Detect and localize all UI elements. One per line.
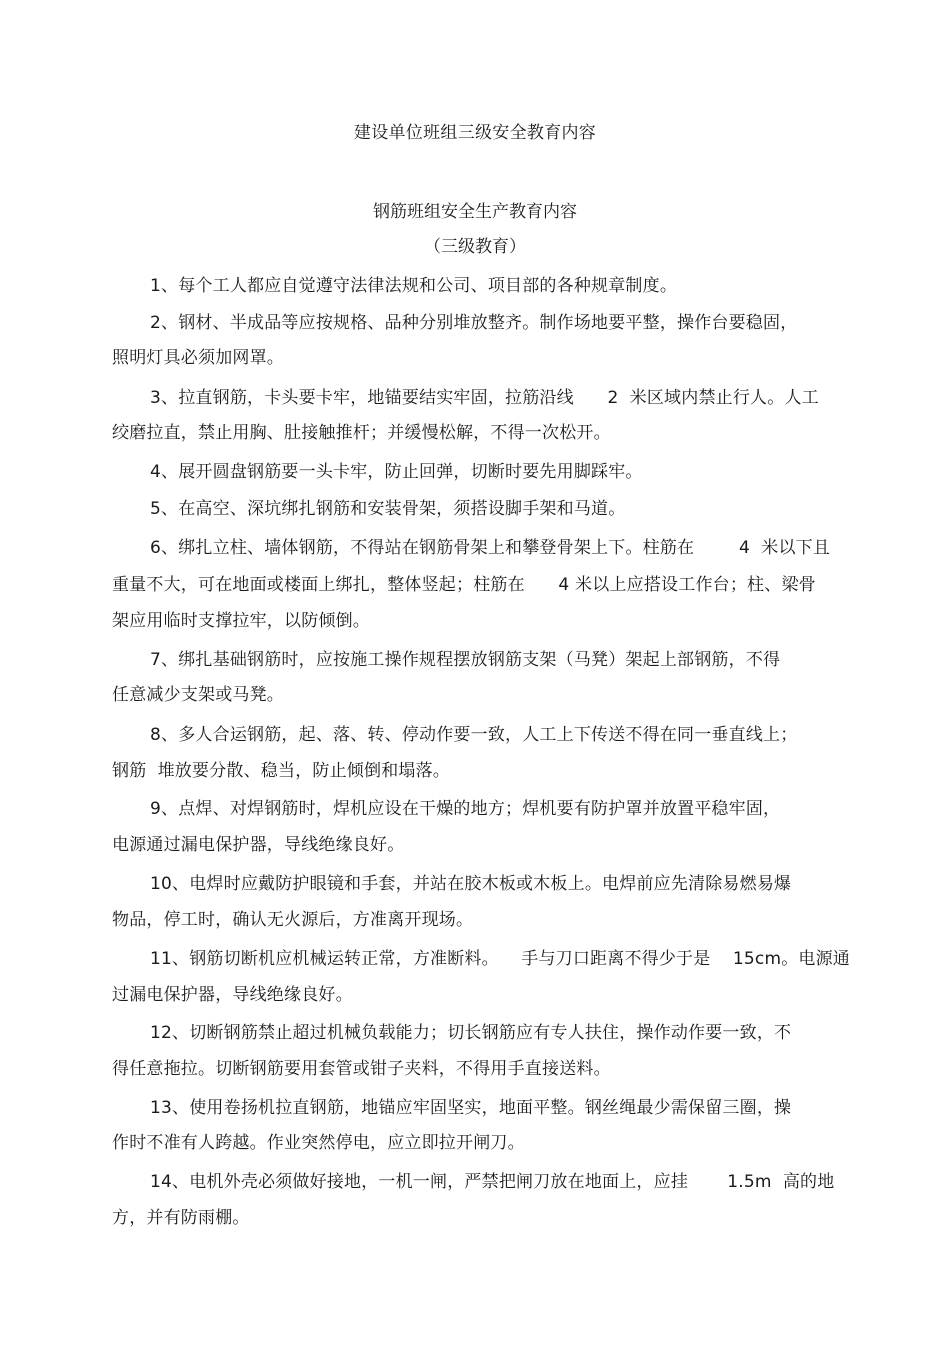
rule-14: 14、电机外壳必须做好接地，一机一闸，严禁把闸刀放在地面上，应挂 1.5m 高的地 xyxy=(150,1172,835,1192)
rule-3-cont: 绞磨拉直，禁止用胸、肚接触推杆；并缓慢松解，不得一次松开。 xyxy=(112,423,611,443)
rule-11: 11、钢筋切断机应机械运转正常，方准断料。 手与刀口距离不得少于是 15cm。电源通 xyxy=(150,949,850,969)
section-title: 钢筋班组安全生产教育内容 xyxy=(373,202,577,222)
rule-9-cont: 电源通过漏电保护器，导线绝缘良好。 xyxy=(112,835,405,855)
rule-6: 6、绑扎立柱、墙体钢筋，不得站在钢筋骨架上和攀登骨架上下。柱筋在 4 米以下且 xyxy=(150,538,831,558)
rule-8: 8、多人合运钢筋，起、落、转、停动作要一致，人工上下传送不得在同一垂直线上； xyxy=(150,725,798,745)
rule-2: 2、钢材、半成品等应按规格、品种分别堆放整齐。制作场地要平整，操作台要稳固， xyxy=(150,313,798,333)
rule-1: 1、每个工人都应自觉遵守法律法规和公司、项目部的各种规章制度。 xyxy=(150,276,678,296)
rule-10-cont: 物品，停工时，确认无火源后，方准离开现场。 xyxy=(112,910,474,930)
rule-6-cont-1: 重量不大，可在地面或楼面上绑扎，整体竖起；柱筋在 4 米以上应搭设工作台；柱、梁骨 xyxy=(112,575,816,595)
rule-4: 4、展开圆盘钢筋要一头卡牢，防止回弹，切断时要先用脚踩牢。 xyxy=(150,462,643,482)
rule-11-cont: 过漏电保护器，导线绝缘良好。 xyxy=(112,985,353,1005)
section-subtitle: （三级教育） xyxy=(424,237,526,257)
rule-13-cont: 作时不准有人跨越。作业突然停电，应立即拉开闸刀。 xyxy=(112,1133,525,1153)
document-title: 建设单位班组三级安全教育内容 xyxy=(353,123,597,143)
rule-10: 10、电焊时应戴防护眼镜和手套，并站在胶木板或木板上。电焊前应先清除易燃易爆 xyxy=(150,874,792,894)
rule-6-cont-2: 架应用临时支撑拉牢，以防倾倒。 xyxy=(112,611,370,631)
rule-8-cont: 钢筋 堆放要分散、稳当，防止倾倒和塌落。 xyxy=(112,761,451,781)
rule-2-cont: 照明灯具必须加网罩。 xyxy=(112,348,284,368)
rule-7-cont: 任意减少支架或马凳。 xyxy=(112,685,284,705)
rule-14-cont: 方，并有防雨棚。 xyxy=(112,1208,250,1228)
rule-9: 9、点焊、对焊钢筋时，焊机应设在干燥的地方；焊机要有防护罩并放置平稳牢固， xyxy=(150,799,781,819)
rule-3: 3、拉直钢筋，卡头要卡牢，地锚要结实牢固，拉筋沿线 2 米区域内禁止行人。人工 xyxy=(150,388,819,408)
rule-12: 12、切断钢筋禁止超过机械负载能力；切长钢筋应有专人扶住，操作动作要一致，不 xyxy=(150,1023,792,1043)
rule-5: 5、在高空、深坑绑扎钢筋和安装骨架，须搭设脚手架和马道。 xyxy=(150,499,626,519)
rule-7: 7、绑扎基础钢筋时，应按施工操作规程摆放钢筋支架（马凳）架起上部钢筋，不得 xyxy=(150,650,781,670)
rule-12-cont: 得任意拖拉。切断钢筋要用套管或钳子夹料，不得用手直接送料。 xyxy=(112,1059,611,1079)
rule-13: 13、使用卷扬机拉直钢筋，地锚应牢固坚实，地面平整。钢丝绳最少需保留三圈，操 xyxy=(150,1098,792,1118)
